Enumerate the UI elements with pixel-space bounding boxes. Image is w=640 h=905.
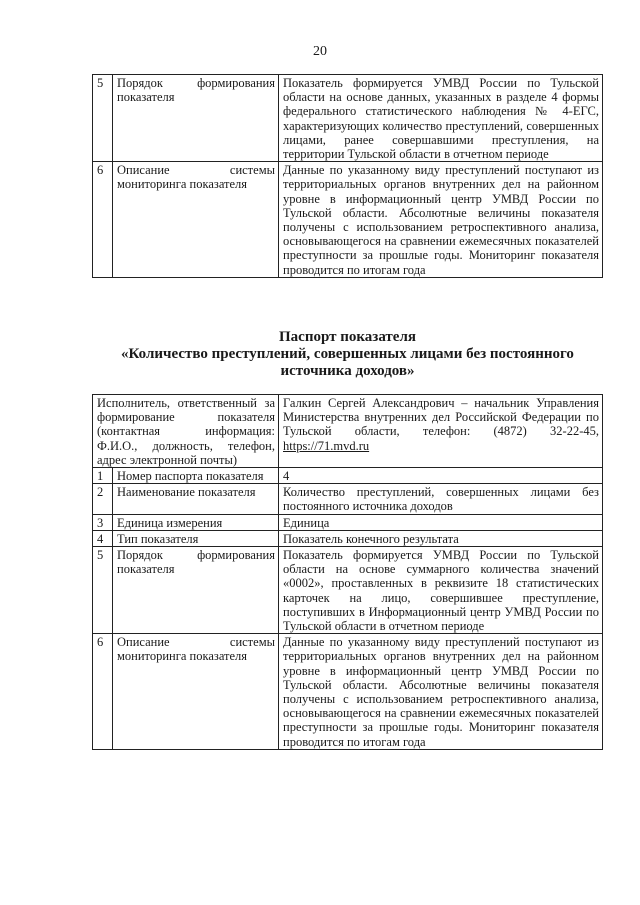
executor-value (279, 395, 603, 468)
table-row (93, 514, 603, 530)
table-row (93, 75, 603, 162)
row-label: Порядок формирования показателя (113, 547, 279, 634)
row-value: Количество преступлений, совершенных лицами без постоянного источника доходов (279, 484, 603, 514)
row-number: 6 (93, 634, 113, 750)
indicator-table-continued (92, 74, 603, 278)
row-value: 4 (279, 468, 603, 484)
heading-line-1: Паспорт показателя (279, 329, 416, 345)
row-label: Порядок формирования показателя (113, 75, 279, 162)
row-label: Описание системы мониторинга показателя (113, 634, 279, 750)
row-value: Показатель конечного результата (279, 530, 603, 546)
row-number: 4 (93, 530, 113, 546)
row-value: Данные по указанному виду преступлений поступают из территориальных органов внутренних дел на районном уровне в информационный центр УМВД России по Тульской области. Абсолютные величины показателя получены с использованием ретроспективного анализа, основывающегося на сравнении ежемесячных показателей преступности за прошлые годы. Мониторинг показателя проводится по итогам года (279, 162, 603, 278)
table-row (93, 468, 603, 484)
row-number: 5 (93, 547, 113, 634)
table-row (93, 530, 603, 546)
row-label: Тип показателя (113, 530, 279, 546)
executor-text: Галкин Сергей Александрович – начальник Управления Министерства внутренних дел Российской Федерации по Тульской области, телефон: (4872) 32-22-45, (283, 396, 599, 439)
row-number: 5 (93, 75, 113, 162)
mvd-website-link[interactable]: https://71.mvd.ru (283, 438, 370, 453)
passport-heading (92, 329, 603, 380)
indicator-passport-table (92, 394, 603, 750)
row-label: Номер паспорта показателя (113, 468, 279, 484)
row-number: 1 (93, 468, 113, 484)
table-row (93, 484, 603, 514)
executor-label: Исполнитель, ответственный за формирование показателя (контактная информация: Ф.И.О., должность, телефон, адрес электронной почты) (93, 395, 279, 468)
executor-row (93, 395, 603, 468)
row-label: Единица измерения (113, 514, 279, 530)
row-label: Описание системы мониторинга показателя (113, 162, 279, 278)
table-row (93, 162, 603, 278)
heading-line-2: «Количество преступлений, совершенных лицами без постоянного (121, 346, 574, 362)
row-number: 2 (93, 484, 113, 514)
row-value: Данные по указанному виду преступлений поступают из территориальных органов внутренних дел на районном уровне в информационный центр УМВД России по Тульской области. Абсолютные величины показателя получены с использованием ретроспективного анализа, основывающегося на сравнении ежемесячных показателей преступности за прошлые годы. Мониторинг показателя проводится по итогам года (279, 634, 603, 750)
table-row (93, 634, 603, 750)
page-number: 20 (313, 44, 327, 59)
row-number: 3 (93, 514, 113, 530)
row-value: Показатель формируется УМВД России по Тульской области на основе данных, указанных в разделе 4 формы федерального статистического наблюдения № 4-ЕГС, характеризующих количество преступлений, совершенных лицами, ранее совершавшими преступления, на территории Тульской области в отчетном периоде (279, 75, 603, 162)
row-label: Наименование показателя (113, 484, 279, 514)
table-row (93, 547, 603, 634)
row-value: Единица (279, 514, 603, 530)
row-value: Показатель формируется УМВД России по Тульской области на основе суммарного количества значений «0002», проставленных в реквизите 18 статистических карточек на лицо, совершившее преступление, поступивших в Информационный центр УМВД России по Тульской области в отчетном периоде (279, 547, 603, 634)
row-number: 6 (93, 162, 113, 278)
heading-line-3: источника доходов» (280, 363, 415, 379)
